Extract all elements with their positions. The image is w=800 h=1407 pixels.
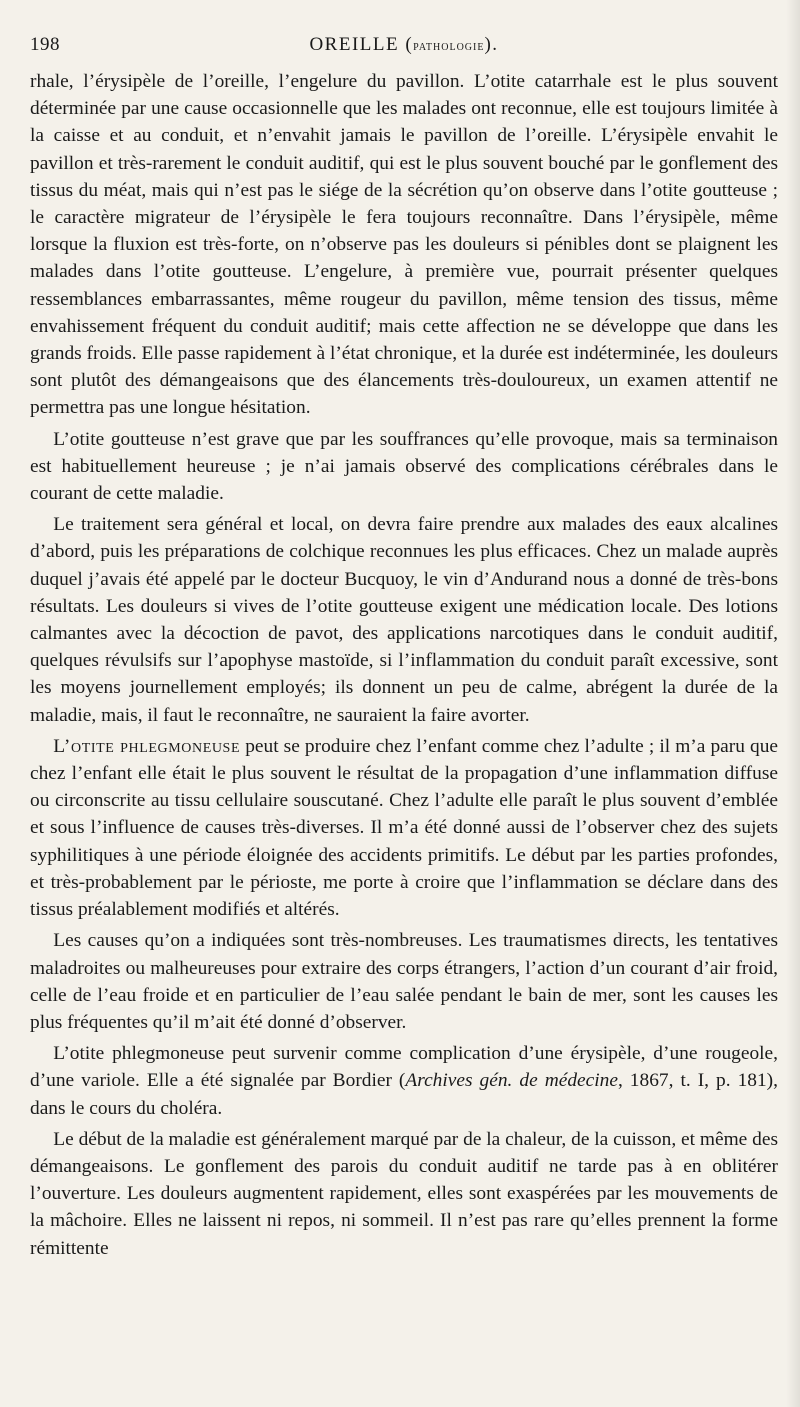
- paragraph-text: Les causes qu’on a indiquées sont très-nombreuses. Les traumatismes directs, les tentatives maladroites ou malheureuses pour extraire des corps étrangers, l’action d’un courant d’air froid, celle de l’eau froide et en particulier de l’eau salée pendant le bain de mer, sont les causes les plus fréquentes qu’il m’ait été donné d’observer.: [30, 930, 778, 1033]
- running-title-paren-open: (: [399, 34, 414, 55]
- page-edge-shadow: [786, 0, 800, 1407]
- paragraph-otite-phlegmoneuse: [30, 733, 778, 923]
- paragraph-text: Le traitement sera général et local, on devra faire prendre aux malades des eaux alcalines d’abord, puis les préparations de colchique reconnues les plus efficaces. Chez un malade auprès duquel j’avais été appelé par le docteur Bucquoy, le vin d’Andurand nous a donné de très-bons résultats. Les douleurs si vives de l’otite goutteuse exigent une médication locale. Des lotions calmantes avec la décoction de pavot, des applications narcotiques dans le conduit auditif, quelques révulsifs sur l’apophyse mastoïde, si l’inflammation du conduit paraît excessive, sont les moyens journellement employés; ils donnent un peu de calme, abrégent la durée de la maladie, mais, il faut le reconnaître, ne sauraient la faire avorter.: [30, 514, 778, 726]
- book-page: [30, 28, 778, 1262]
- section-lead-small-caps: L’otite phlegmoneuse: [53, 735, 241, 757]
- paragraph-causes: [30, 927, 778, 1036]
- paragraph-text: Le début de la maladie est généralement marqué par de la chaleur, de la cuisson, et même des démangeaisons. Le gonflement des parois du conduit auditif ne tarde pas à en oblitérer l’ouverture. Les douleurs augmentent rapidement, elles sont exaspérées par les mouvements de la mâchoire. Elles ne laissent ni repos, ni sommeil. Il n’est pas rare qu’elles prennent la forme rémittente: [30, 1128, 778, 1259]
- running-title-main: OREILLE: [309, 34, 400, 55]
- paragraph-differential-diagnosis: [30, 68, 778, 422]
- paragraph-prognosis: [30, 426, 778, 508]
- citation-journal-title: Archives gén. de médecine: [405, 1070, 618, 1092]
- running-title: [30, 34, 778, 56]
- running-title-paren-close: ).: [484, 34, 499, 55]
- paragraph-text: , 1867, t. I, p. 181), dans le cours du choléra.: [30, 1070, 778, 1119]
- paragraph-complications: [30, 1040, 778, 1122]
- running-title-subtitle: pathologie: [413, 39, 485, 54]
- paragraph-onset: [30, 1126, 778, 1262]
- paragraph-text: L’otite phlegmoneuse peut survenir comme complication d’une érysipèle, d’une rougeole, d’une variole. Elle a été signalée par Bordier (: [30, 1043, 778, 1092]
- paragraph-text: L’otite goutteuse n’est grave que par les souffrances qu’elle provoque, mais sa terminaison est habituellement heureuse ; je n’ai jamais observé des complications cérébrales dans le courant de cette maladie.: [30, 428, 778, 505]
- paragraph-treatment: [30, 511, 778, 729]
- running-header: [30, 28, 778, 62]
- paragraph-text: rhale, l’érysipèle de l’oreille, l’engelure du pavillon. L’otite catarrhale est le plus souvent déterminée par une cause occasionnelle que les malades ont reconnue, elle est toujours limitée à la caisse et au conduit, et n’envahit jamais le pavillon de l’oreille. L’érysipèle envahit le pavillon et très-rarement le conduit auditif, qui est le plus souvent bouché par le gonflement des tissus du méat, mais qui n’est pas le siége de la sécrétion qu’on observe dans l’otite goutteuse ; le caractère migrateur de l’érysipèle le fera toujours reconnaître. Dans l’érysipèle, même lorsque la fluxion est très-forte, on n’observe pas les douleurs si pénibles dont se plaignent les malades dans l’otite goutteuse. L’engelure, à première vue, pourrait présenter quelques ressemblances embarrassantes, même rougeur du pavillon, même tension des tissus, même envahissement fréquent du conduit auditif; mais cette affection ne se développe que dans les grands froids. Elle passe rapidement à l’état chronique, et la durée est indéterminée, les douleurs sont plutôt des démangeaisons que des élancements très-douloureux, un examen attentif ne permettra pas une longue hésitation.: [30, 71, 778, 419]
- paragraph-text: peut se produire chez l’enfant comme chez l’adulte ; il m’a paru que chez l’enfant elle était le plus souvent le résultat de la propagation d’une inflammation diffuse ou circonscrite au tissu cellulaire souscutané. Chez l’adulte elle paraît le plus souvent d’emblée et sous l’influence de causes très-diverses. Il m’a été donné aussi de l’observer chez des sujets syphilitiques à une période éloignée des accidents primitifs. Le début par les parties profondes, et très-probablement par le périoste, me porte à croire que l’inflammation se déclare dans des tissus préalablement modifiés et altérés.: [30, 735, 778, 921]
- body-text: [30, 68, 778, 1262]
- page-number: 198: [30, 34, 60, 55]
